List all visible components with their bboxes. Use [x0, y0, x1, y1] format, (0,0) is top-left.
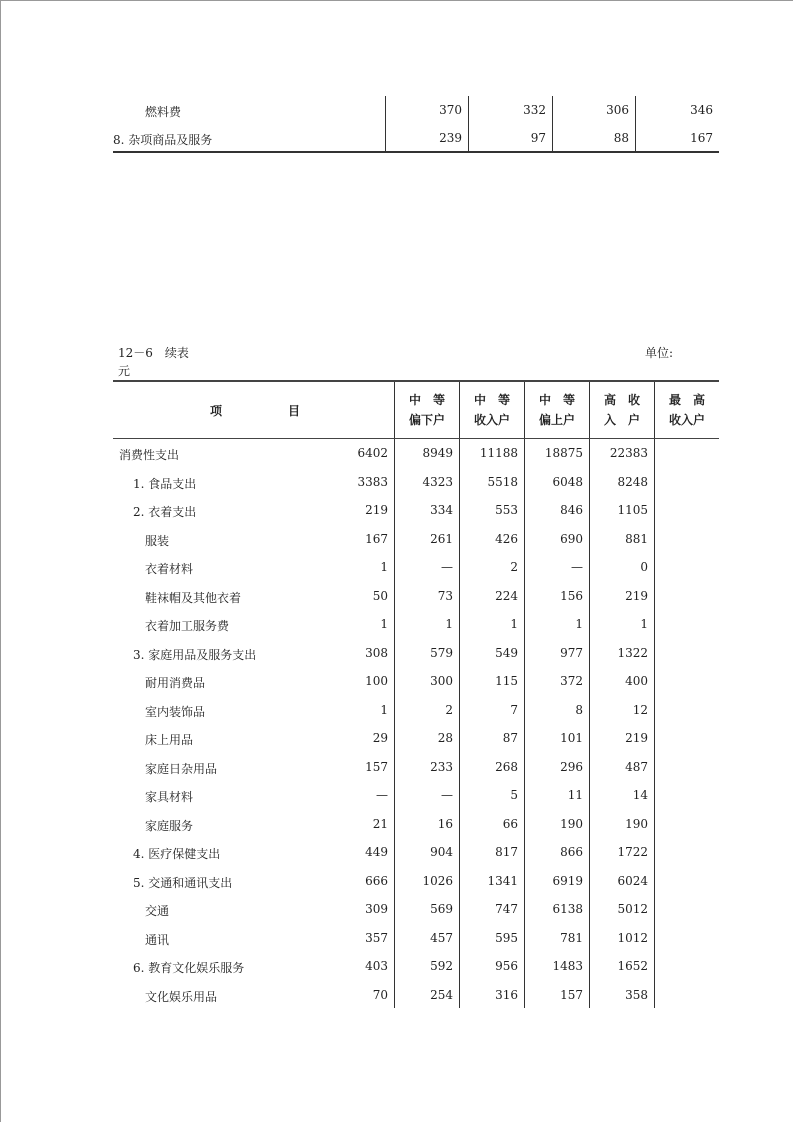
value-cell: 569 [430, 902, 453, 916]
value-cell: 66 [502, 816, 518, 831]
value-cell: 6024 [617, 873, 648, 888]
table-row [113, 439, 719, 468]
value-cell: 100 [365, 674, 388, 688]
value-cell: 309 [365, 902, 388, 916]
table-row [113, 667, 719, 696]
header-item-label-1: 项 [210, 404, 223, 418]
value-cell: 12 [632, 702, 648, 717]
value-cell: 296 [560, 759, 583, 774]
value-cell: 372 [560, 674, 583, 688]
value-cell: 595 [495, 930, 518, 945]
row-label: 家具材料 [145, 790, 194, 804]
page-border-left [0, 0, 1, 1122]
table-row [113, 724, 719, 753]
continuation-table [113, 96, 719, 152]
unit-value: 元 [118, 364, 131, 378]
value-cell: 233 [430, 759, 453, 774]
value-cell: 1 [380, 702, 388, 717]
value-cell: 8248 [617, 474, 648, 489]
value-cell: 690 [560, 531, 583, 546]
value-cell: 3383 [357, 474, 388, 489]
value-cell: 157 [560, 987, 583, 1002]
row-label: 衣着加工服务费 [145, 619, 230, 633]
value-cell: 0 [640, 560, 648, 574]
column-header-line2: 偏下户 [408, 413, 445, 427]
table-row [113, 610, 719, 639]
value-cell: 21 [372, 816, 388, 831]
value-cell: 846 [560, 503, 583, 517]
value-cell: 8 [575, 702, 583, 717]
table-row [113, 838, 719, 867]
expenditure-table [113, 380, 719, 1010]
value-cell: 549 [495, 645, 518, 660]
table-row [113, 981, 719, 1010]
column-header-line1: 中 等 [538, 393, 575, 407]
column-header-line1: 中 等 [473, 393, 510, 407]
value-cell: 426 [495, 531, 518, 546]
value-cell: 1026 [422, 873, 453, 888]
value-cell: 190 [625, 816, 648, 831]
row-label: 通讯 [145, 932, 170, 947]
column-header-upper-middle [525, 390, 589, 430]
column-header-middle [460, 390, 524, 430]
value-cell: 487 [625, 759, 648, 774]
column-header-high [590, 390, 654, 430]
value-cell: 400 [625, 674, 648, 688]
value-cell: 579 [430, 645, 453, 660]
table-row [113, 639, 719, 668]
column-header-line1: 中 等 [408, 393, 445, 407]
table-caption: 12－6 续表 [118, 346, 189, 360]
row-label: 消费性支出 [119, 448, 180, 462]
value-cell: 6919 [552, 873, 583, 888]
value-cell: 29 [372, 731, 388, 745]
row-label: 5. 交通和通讯支出 [133, 875, 233, 890]
table-row [113, 895, 719, 924]
value-cell: 403 [365, 959, 388, 973]
row-label: 家庭服务 [145, 818, 194, 833]
value-cell: 817 [495, 845, 518, 859]
value-cell: — [441, 788, 453, 802]
value-cell: 358 [625, 987, 648, 1002]
value-cell: — [376, 788, 388, 802]
value-cell: — [441, 560, 453, 574]
row-label: 服装 [145, 533, 170, 548]
table-row [113, 952, 719, 981]
table-row [113, 781, 719, 810]
value-cell: 1 [510, 617, 518, 631]
value-cell: 156 [560, 588, 583, 603]
value-cell: 592 [430, 959, 453, 973]
value-cell: 219 [365, 503, 388, 517]
value-cell: 219 [625, 588, 648, 603]
value-cell: 18875 [544, 446, 583, 460]
value-cell: 28 [437, 731, 453, 745]
table-row [113, 867, 719, 896]
value-cell: 101 [560, 731, 583, 745]
value-cell: 300 [430, 674, 453, 688]
value-cell: 11188 [479, 446, 518, 460]
value-cell: 254 [430, 987, 453, 1002]
value-cell: 5518 [487, 474, 518, 489]
table-row [113, 582, 719, 611]
value-cell: 1722 [617, 845, 648, 859]
table-row [113, 924, 719, 953]
value-cell: 88 [613, 131, 629, 145]
value-cell: 167 [690, 131, 713, 145]
value-cell: 781 [560, 930, 583, 945]
row-label: 8. 杂项商品及服务 [113, 133, 213, 147]
value-cell: 2 [510, 560, 518, 574]
table-bottom-rule [113, 151, 719, 153]
value-cell: 449 [365, 845, 388, 859]
row-label: 6. 教育文化娱乐服务 [133, 961, 245, 975]
value-cell: 1341 [487, 873, 518, 888]
column-header-line1: 高 收 [603, 393, 640, 407]
value-cell: 224 [495, 588, 518, 603]
value-cell: 14 [632, 788, 648, 802]
unit-label: 单位: [645, 346, 674, 360]
row-label: 3. 家庭用品及服务支出 [133, 647, 257, 662]
value-cell: 334 [430, 503, 453, 517]
value-cell: 11 [567, 788, 583, 802]
value-cell: 97 [530, 131, 546, 145]
value-cell: 87 [502, 731, 518, 745]
value-cell: 866 [560, 845, 583, 859]
value-cell: 1012 [617, 930, 648, 945]
row-label: 4. 医疗保健支出 [133, 847, 221, 861]
value-cell: 1 [380, 617, 388, 631]
row-label: 室内装饰品 [145, 704, 206, 719]
value-cell: 1 [380, 560, 388, 574]
table-row [113, 525, 719, 554]
value-cell: 261 [430, 531, 453, 546]
value-cell: 8949 [422, 446, 453, 460]
column-header-line2: 偏上户 [538, 413, 575, 427]
value-cell: 1105 [617, 503, 648, 517]
column-header-highest [655, 390, 719, 430]
value-cell: 167 [365, 531, 388, 546]
table-row [113, 96, 719, 124]
value-cell: 115 [495, 674, 518, 688]
value-cell: 332 [523, 103, 546, 117]
row-label: 家庭日杂用品 [145, 761, 218, 776]
table-row [113, 496, 719, 525]
value-cell: 977 [560, 645, 583, 660]
value-cell: 457 [430, 930, 453, 945]
row-label: 1. 食品支出 [133, 476, 197, 491]
value-cell: 370 [439, 103, 462, 117]
column-header-lower-middle [395, 390, 459, 430]
value-cell: 50 [372, 588, 388, 603]
value-cell: 357 [365, 930, 388, 945]
value-cell: 1652 [617, 959, 648, 973]
value-cell: 190 [560, 816, 583, 831]
value-cell: 5012 [617, 902, 648, 916]
value-cell: 6402 [357, 446, 388, 460]
row-label: 2. 衣着支出 [133, 505, 197, 519]
value-cell: 1 [640, 617, 648, 631]
table-row [113, 124, 719, 152]
value-cell: 316 [495, 987, 518, 1002]
row-label: 鞋袜帽及其他衣着 [145, 590, 242, 605]
row-label: 文化娱乐用品 [145, 989, 218, 1004]
value-cell: 1483 [552, 959, 583, 973]
column-header-line1: 最 高 [668, 393, 705, 407]
row-label: 衣着材料 [145, 562, 194, 576]
table-row [113, 753, 719, 782]
value-cell: 6138 [552, 902, 583, 916]
value-cell: 4323 [422, 474, 453, 489]
value-cell: 157 [365, 759, 388, 774]
table-row [113, 810, 719, 839]
value-cell: 308 [365, 645, 388, 660]
value-cell: 73 [437, 588, 453, 603]
value-cell: 306 [606, 103, 629, 117]
value-cell: 5 [510, 788, 518, 802]
value-cell: 22383 [609, 446, 648, 460]
page-border-top [0, 0, 793, 1]
value-cell: 70 [372, 987, 388, 1002]
value-cell: 881 [625, 531, 648, 546]
table-row [113, 553, 719, 582]
value-cell: 1 [445, 617, 453, 631]
value-cell: 6048 [552, 474, 583, 489]
value-cell: 268 [495, 759, 518, 774]
value-cell: 219 [625, 731, 648, 745]
column-header-line2: 收入户 [473, 413, 510, 427]
row-label: 耐用消费品 [145, 676, 206, 690]
row-label: 燃料费 [145, 105, 182, 119]
value-cell: 1 [575, 617, 583, 631]
value-cell: — [571, 560, 583, 574]
value-cell: 2 [445, 702, 453, 717]
table-top-rule [113, 380, 719, 382]
value-cell: 747 [495, 902, 518, 916]
value-cell: 346 [690, 103, 713, 117]
header-item-label-2: 目 [288, 404, 301, 418]
table-row [113, 468, 719, 497]
table-row [113, 696, 719, 725]
value-cell: 7 [510, 702, 518, 717]
value-cell: 956 [495, 959, 518, 973]
row-label: 交通 [145, 904, 170, 918]
value-cell: 1322 [617, 645, 648, 660]
value-cell: 553 [495, 503, 518, 517]
value-cell: 16 [437, 816, 453, 831]
row-label: 床上用品 [145, 733, 194, 747]
column-header-line2: 入 户 [603, 413, 640, 427]
column-header-line2: 收入户 [668, 413, 705, 427]
value-cell: 666 [365, 873, 388, 888]
value-cell: 239 [439, 131, 462, 145]
value-cell: 904 [430, 845, 453, 859]
